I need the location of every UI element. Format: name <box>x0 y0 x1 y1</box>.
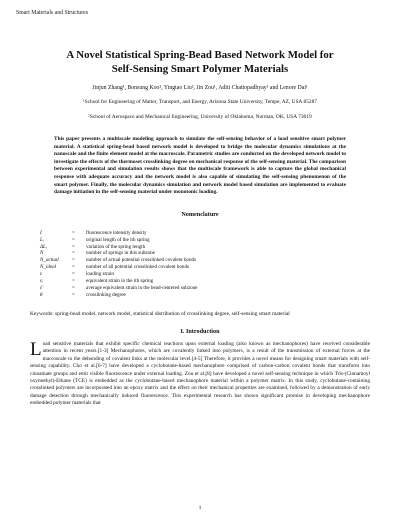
nomenclature-heading: Nomenclature <box>181 210 219 218</box>
nomenclature-description: number of springs in this subzone <box>86 250 155 257</box>
abstract: This paper presents a multiscale modeling approach to simulate the self-sensing behavior of a load sensitive smart polymer material. A statistical spring-bead based network model is developed to bridge the molecular dynamics simulations at the nanoscale and the finite element model at the macroscale. Parametric studies are conducted on the developed network model to investigate the effects of the thermoset crosslinking degree on mechanical response of the self-sensing material. The comparison between experimental and simulation results shows that the multiscale framework is able to capture the global mechanical response with adequate accuracy and the network model is also capable of simulating the self-sensing phenomenon of the smart polymer. Finally, the molecular dynamics simulation and network model based simulation are implemented to evaluate damage initiation in the self-sensing material under monotonic loading. <box>54 136 347 196</box>
nomenclature-description: variation of the spring length <box>86 243 146 250</box>
nomenclature-symbol: θ <box>40 291 43 298</box>
nomenclature-description: equivalent strain in the ith spring <box>86 278 154 285</box>
nomenclature-row: εᵢ = equivalent strain in the ith spring <box>40 278 384 285</box>
introduction-text: oad sensitive materials that exhibit specific chemical reactions upon external loading (also known as mechanophores) have received considerable attention in recent years.[1-3] Mechanophores, which are covalently linked into polymers, is a result of the transmission of external forces at the macroscale to the debonding of covalent links at the molecular level.[4-5] Therefore, it provides a novel means for designing smart materials with self-sensing capability. Cho et al.[6-7] have developed a cyclobutane-based mechanophore comprised of carbon-carbon covalent bonds that transform into cinnamate groups and emit visible fluorescence under external loading. Zou et al.[8] have developed a novel self-sensing technique in which Tris-(Cinnamoyl oxymethyl)-Ethane (TCE) is embedded as the cyclobutane-based mechanophore material within a polymer matrix. In this study, cyclobutane-containing crosslinked polymers are incorporated into an epoxy matrix and the effect on their mechanical properties are examined, followed by a demonstration of early damage detection through mechanically induced fluorescence. This experimental research has shown significant promise in developing mechanophore embedded polymer materials that <box>30 341 370 407</box>
paper-title <box>16 48 384 76</box>
nomenclature-symbol: ΔLᵢ <box>40 243 47 250</box>
running-header: Smart Materials and Structures <box>16 10 88 16</box>
keywords: Keywords: spring-bead model, network model, statistical distribution of crosslinking degree, self-sensing smart material <box>30 310 290 317</box>
nomenclature-description: crosslinking degree <box>86 291 126 298</box>
affiliation-1: ¹School for Engineering of Matter, Transport, and Energy, Arizona State University, Tempe, AZ, USA 85287 <box>83 99 317 105</box>
title-line-1: A Novel Statistical Spring-Bead Based Network Model for <box>66 49 334 61</box>
nomenclature-description: fluorescence intensity density <box>86 229 147 236</box>
author-list: Jinjun Zhang¹, Bonsung Koo¹, Yingtao Liu², Jin Zou¹, Aditi Chattopadhyay¹ and Lenore Dai¹ <box>92 85 308 91</box>
nomenclature-symbol: ε̄ <box>40 285 43 291</box>
nomenclature-description: average equivalent strain in the bead-centered subzone <box>86 285 198 291</box>
nomenclature-row: ΔLᵢ = variation of the spring length <box>40 244 384 251</box>
nomenclature-row: Lᵢ = original length of the ith spring <box>40 237 384 244</box>
nomenclature-row: θ = crosslinking degree <box>40 292 384 299</box>
nomenclature-symbol: I <box>40 229 42 236</box>
title-line-2: Self-Sensing Smart Polymer Materials <box>111 63 289 75</box>
nomenclature-list <box>40 230 384 299</box>
nomenclature-row: I = fluorescence intensity density <box>40 230 384 237</box>
nomenclature-symbol: N <box>40 250 44 257</box>
nomenclature-description: loading strain <box>86 271 114 278</box>
nomenclature-row: N_actual = number of actual potential crosslinked covalent bonds <box>40 257 384 264</box>
nomenclature-symbol: N_ideal <box>40 264 57 271</box>
nomenclature-symbol: N_actual <box>40 257 59 264</box>
affiliation-2: ²School of Aerospace and Mechanical Engineering, University of Oklahoma, Norman, OK, USA 73019 <box>88 114 312 120</box>
nomenclature-symbol: ε <box>40 271 43 278</box>
page-number: 1 <box>198 505 202 511</box>
nomenclature-symbol: εᵢ <box>40 278 43 285</box>
introduction-paragraph <box>30 341 370 408</box>
nomenclature-row: N_ideal = number of all potential crosslinked covalent bonds <box>40 264 384 271</box>
nomenclature-description: number of all potential crosslinked covalent bonds <box>86 264 189 271</box>
nomenclature-symbol: Lᵢ <box>40 236 44 243</box>
drop-cap: L <box>30 339 42 361</box>
nomenclature-row: ε̄ = average equivalent strain in the bead-centered subzone <box>40 285 384 292</box>
introduction-heading: I. Introduction <box>180 328 220 336</box>
nomenclature-row: N = number of springs in this subzone <box>40 250 384 257</box>
nomenclature-description: original length of the ith spring <box>86 236 150 243</box>
nomenclature-description: number of actual potential crosslinked covalent bonds <box>86 257 197 264</box>
nomenclature-row: ε = loading strain <box>40 271 384 278</box>
